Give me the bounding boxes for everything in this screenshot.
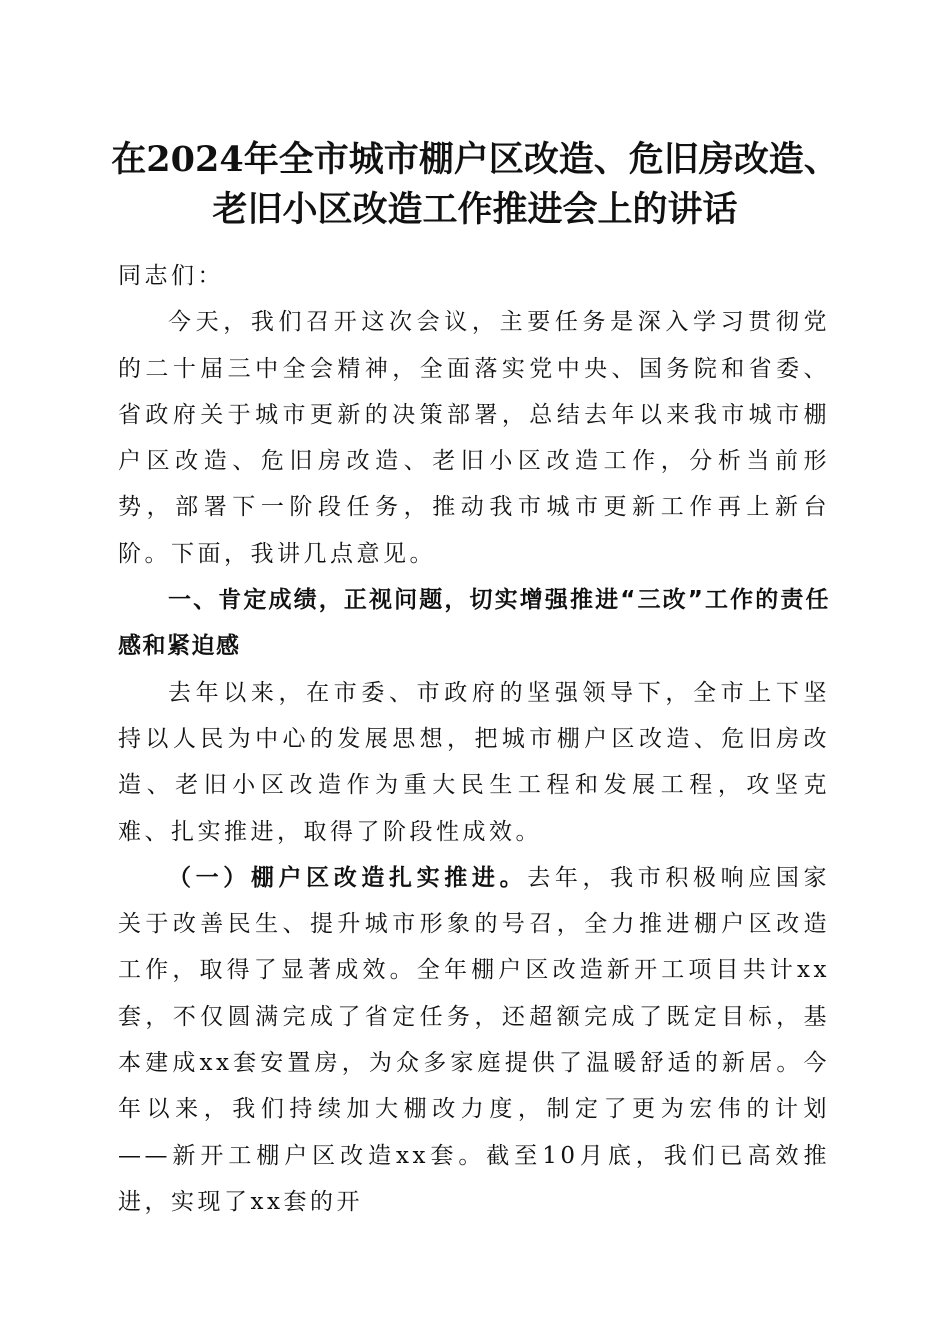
document-body xyxy=(118,253,830,1225)
salutation: 同志们： xyxy=(118,263,224,289)
title-line-2: 老旧小区改造工作推进会上的讲话 xyxy=(212,189,738,230)
section-1-heading: 一、肯定成绩，正视问题，切实增强推进“三改”工作的责任感和紧迫感 xyxy=(118,587,830,660)
intro-paragraph: 今天，我们召开这次会议，主要任务是深入学习贯彻党的二十届三中全会精神，全面落实党中央、国务院和省委、省政府关于城市更新的决策部署，总结去年以来我市城市棚户区改造、危旧房改造、老旧小区改造工作，分析当前形势，部署下一阶段任务，推动我市城市更新工作再上新台阶。下面，我讲几点意见。 xyxy=(118,309,830,567)
subsection-1-paragraph xyxy=(118,855,830,1225)
section-1-intro: 去年以来，在市委、市政府的坚强领导下，全市上下坚持以人民为中心的发展思想，把城市棚户区改造、危旧房改造、老旧小区改造作为重大民生工程和发展工程，攻坚克难、扎实推进，取得了阶段性成效。 xyxy=(118,679,830,845)
subsection-1-heading: （一）棚户区改造扎实推进。 xyxy=(168,863,528,891)
document-title xyxy=(60,135,890,235)
title-line-1: 在2024年全市城市棚户区改造、危旧房改造、 xyxy=(111,139,839,180)
subsection-1-text: 去年，我市积极响应国家关于改善民生、提升城市形象的号召，全力推进棚户区改造工作，取得了显著成效。全年棚户区改造新开工项目共计xx套，不仅圆满完成了省定任务，还超额完成了既定目标，基本建成xx套安置房，为众多家庭提供了温暖舒适的新居。今年以来，我们持续加大棚改力度，制定了更为宏伟的计划——新开工棚户区改造xx套。截至10月底，我们已高效推进，实现了xx套的开 xyxy=(118,864,831,1215)
